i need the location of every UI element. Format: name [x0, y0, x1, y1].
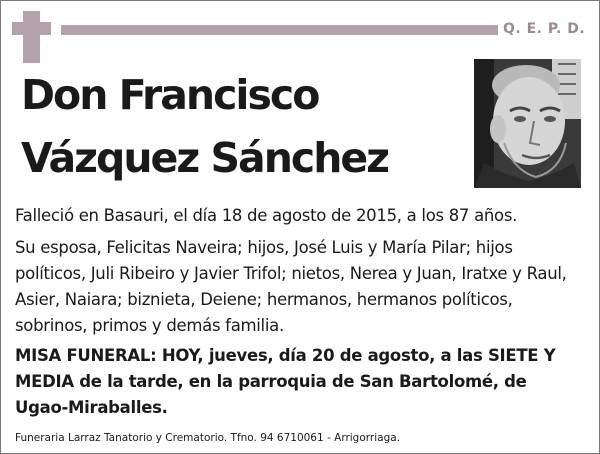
qepd-label: Q. E. P. D.	[503, 21, 586, 37]
header-rule	[61, 25, 498, 35]
funeral-mass-notice: MISA FUNERAL: HOY, jueves, día 20 de agosto, a las SIETE Y MEDIA de la tarde, en la parroquia de San Bartolomé, de Ugao-Miraballes.	[15, 346, 556, 417]
deceased-name-line2: Vázquez Sánchez	[21, 134, 389, 182]
deceased-name-line1: Don Francisco	[21, 71, 319, 119]
cross-icon	[23, 11, 40, 63]
family-list: Su esposa, Felicitas Naveira; hijos, José Luis y María Pilar; hijos políticos, Juli Ribeiro y Javier Trifol; nietos, Nerea y Juan, Iratxe y Raul, Asier, Naiara; biznieta, Deiene; hermanos, hermanos políticos, sobrinos, primos y demás familia.	[15, 238, 567, 335]
funeral-home-footer: Funeraria Larraz Tanatorio y Crematorio. Tfno. 94 6710061 - Arrigorriaga.	[15, 432, 401, 444]
cross-icon-bar	[12, 22, 51, 35]
portrait-photo	[474, 59, 581, 188]
death-notice: Falleció en Basauri, el día 18 de agosto de 2015, a los 87 años.	[15, 206, 518, 225]
